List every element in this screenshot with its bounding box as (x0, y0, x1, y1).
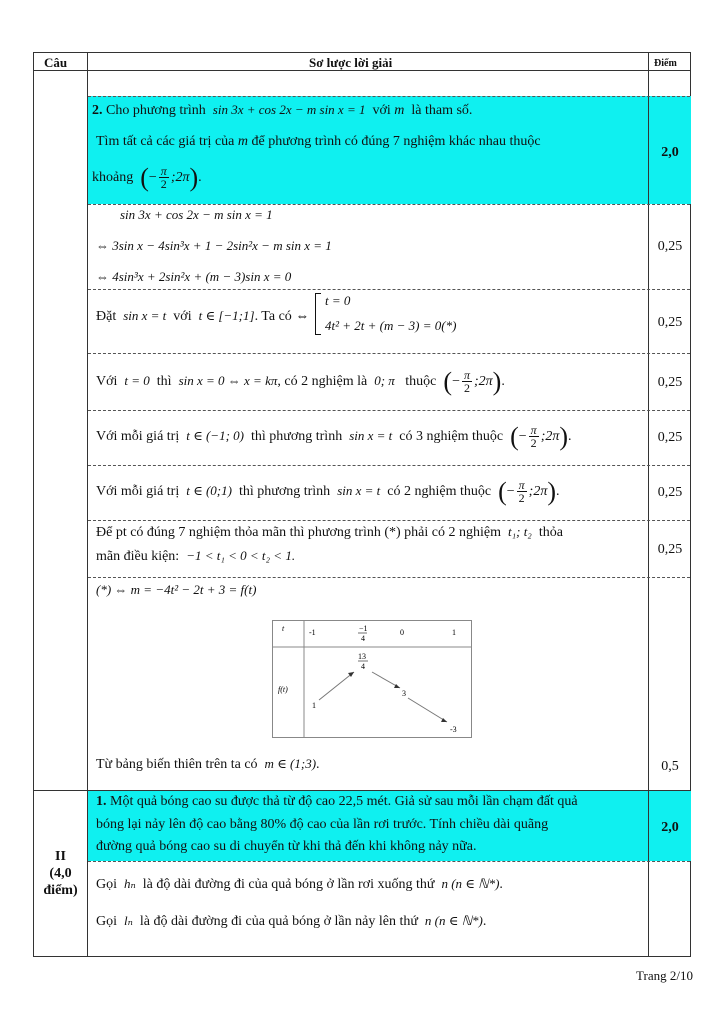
step5-text-c: có 2 nghiệm thuộc (387, 484, 492, 499)
g2-dot: . (482, 914, 487, 929)
step3-text-d: thuộc (405, 374, 437, 389)
g1-var: hₙ (124, 876, 136, 891)
step6-l1-eq: t₁; t₂ (507, 524, 532, 539)
step6-l1-tail: thỏa (538, 525, 563, 540)
step3-eq-a: t = 0 (124, 373, 150, 388)
t-label: t (282, 624, 285, 633)
row-divider (88, 410, 690, 411)
header-divider (34, 70, 690, 71)
step2-bracket (315, 293, 321, 335)
g2-var: lₙ (124, 913, 133, 928)
step2-score: 0,25 (657, 315, 683, 330)
step7-conclusion-eq: m ∈ (1;3) (264, 756, 317, 771)
step6-line2 (96, 547, 295, 566)
step2-text-a: Đặt (96, 309, 117, 324)
x-val-neg-quarter-num: −1 (359, 624, 368, 633)
step2-case1: t = 0 (325, 293, 351, 308)
step7-conclusion (96, 755, 320, 774)
q2-line1 (92, 101, 472, 120)
step6-line1 (96, 523, 563, 542)
step4-eq-a: t ∈ (−1; 0) (186, 428, 244, 443)
g1-a: Gọi (96, 877, 117, 892)
section2-q1-line3: đường quả bóng cao su di chuyển từ khi thả đến khi không nảy nữa. (96, 839, 477, 854)
q2-line2-b: để phương trình có đúng 7 nghiệm khác nhau thuộc (251, 134, 541, 149)
g1-b: là độ dài đường đi của quả bóng ở lần rơi xuống thứ (142, 877, 435, 892)
step6-l1: Để pt có đúng 7 nghiệm thỏa mãn thì phương trình (*) phải có 2 nghiệm (96, 525, 501, 540)
q2-interval-tail: ;2π (170, 170, 190, 185)
step2-case2: 4t² + 2t + (m − 3) = 0(*) (325, 318, 457, 333)
step4-text-c: có 3 nghiệm thuộc (399, 429, 504, 444)
step3-eq-c: 0; π (374, 373, 395, 388)
f-label: f(t) (278, 685, 288, 694)
step6-l2: mãn điều kiện: (96, 549, 180, 564)
step3-text-b: thì (156, 374, 172, 389)
q2-score: 2,0 (661, 145, 679, 160)
row-divider (88, 204, 690, 205)
f-val-3: 3 (402, 689, 406, 698)
header-solution: Sơ lược lời giải (309, 55, 393, 70)
q2-number: 2. (92, 103, 103, 118)
step2-text-b: với (173, 309, 192, 324)
step5-score: 0,25 (657, 485, 683, 500)
q2-equation: sin 3x + cos 2x − m sin x = 1 (212, 102, 366, 117)
step4-text-a: Với mỗi giá trị (96, 429, 180, 444)
x-val-one: 1 (452, 628, 456, 637)
step7-conclusion-text: Từ bảng biến thiên trên ta có (96, 757, 258, 772)
q2-line2-m: m (237, 134, 248, 149)
g2-a: Gọi (96, 914, 117, 929)
section2-def-ln (96, 906, 486, 936)
step1-score: 0,25 (657, 239, 683, 254)
x-val-neg-quarter-den: 4 (361, 634, 365, 643)
q2-line3-text: khoảng (92, 170, 134, 185)
f-val-4: 4 (361, 662, 365, 671)
step5-line: Với mỗi giá trị t ∈ (0;1) thì phương trình sin x = t có 2 nghiệm thuộc (− $\frac{\pi}{2}$ ;2π). (96, 476, 560, 506)
section-divider (34, 790, 690, 791)
step5-text-a: Với mỗi giá trị (96, 484, 180, 499)
row-divider (88, 577, 690, 578)
header-score: Điểm (654, 58, 677, 69)
q2-with: với (372, 103, 391, 118)
solution-table (33, 52, 691, 957)
step4-eq-b: sin x = t (349, 428, 393, 443)
step6-l2-eq: −1 < t₁ < 0 < t₂ < 1. (186, 548, 296, 563)
section2-points2: điểm) (43, 883, 78, 898)
step7-conclusion-end: . (316, 757, 320, 772)
row-divider (88, 861, 690, 862)
step7-eq: (*) ⇔ m = −4t² − 2t + 3 = f(t) (96, 582, 257, 597)
step4-line: Với mỗi giá trị t ∈ (−1; 0) thì phương trình sin x = t có 3 nghiệm thuộc (− $\frac{\pi}{2}$ ;2π). (96, 421, 572, 451)
g1-eq: n (n ∈ ℕ*) (441, 876, 500, 891)
step3-text-c: , có 2 nghiệm là (277, 374, 368, 389)
header-cau: Câu (44, 55, 68, 70)
step2-line (96, 307, 309, 326)
section2-points: (4,0 (49, 866, 72, 881)
row-divider (88, 96, 690, 97)
step3-score: 0,25 (657, 375, 683, 390)
f-val-13: 13 (358, 652, 366, 661)
g2-eq: n (n ∈ ℕ*) (424, 913, 483, 928)
section2-q1-number: 1. (96, 794, 107, 809)
q2-intro: Cho phương trình (106, 103, 206, 118)
x-val-neg1: -1 (309, 628, 316, 637)
page-number: Trang 2/10 (636, 968, 693, 983)
q2-fraction: $\frac{\pi}{2}$ (160, 164, 167, 192)
q2-line2-a: Tìm tất cả các giá trị của (96, 134, 235, 149)
g2-b: là độ dài đường đi của quả bóng ở lần nảy lên thứ (139, 914, 418, 929)
q2-m: m (394, 103, 405, 118)
g1-dot: . (499, 877, 503, 892)
step7-score: 0,5 (661, 759, 679, 774)
section2-q1-line2: bóng lại nảy lên độ cao bằng 80% độ cao của lần rơi trước. Tính chiều dài quãng (96, 817, 549, 832)
section2-q1-score: 2,0 (661, 820, 679, 835)
row-divider (88, 465, 690, 466)
step2-eq-b: t ∈ [−1;1] (198, 308, 255, 323)
step4-text-b: thì phương trình (250, 429, 343, 444)
row-divider (88, 353, 690, 354)
q2-line2 (96, 133, 541, 151)
q2-line3: khoảng (− $\frac{\pi}{2}$ ;2π). (92, 162, 202, 192)
section2-q1-l1: Một quả bóng cao su được thả từ độ cao 22,5 mét. Giả sử sau mỗi lần chạm đất quả (110, 794, 578, 809)
step1-line3: ⇔ 4sin³x + 2sin²x + (m − 3)sin x = 0 (96, 269, 292, 284)
variation-table (272, 620, 472, 738)
section2-label: II (55, 849, 66, 864)
step3-eq-b: sin x = 0 ⇔ x = kπ (178, 373, 278, 388)
step2-eq-a: sin x = t (123, 308, 167, 323)
section2-def-hn (96, 869, 503, 899)
section2-q1-line1 (96, 793, 578, 811)
step3-text-a: Với (96, 374, 118, 389)
step5-eq-b: sin x = t (337, 483, 381, 498)
step5-text-b: thì phương trình (238, 484, 331, 499)
step3-line: Với t = 0 thì sin x = 0 ⇔ x = kπ, có 2 nghiệm là 0; π thuộc (− $\frac{\pi}{2}$ ;2π). (96, 366, 505, 396)
step1-line2: ⇔ 3sin x − 4sin³x + 1 − 2sin²x − m sin x = 1 (96, 238, 332, 253)
row-divider (88, 289, 690, 290)
row-divider (88, 520, 690, 521)
q2-param: là tham số. (411, 103, 473, 118)
step1-line1: sin 3x + cos 2x − m sin x = 1 (120, 207, 273, 222)
step2-text-c: . Ta có ⇔ (254, 309, 310, 324)
f-val-neg3: -3 (450, 725, 457, 734)
step6-score: 0,25 (657, 542, 683, 557)
step4-score: 0,25 (657, 430, 683, 445)
step5-eq-a: t ∈ (0;1) (186, 483, 232, 498)
f-val-1: 1 (312, 701, 316, 710)
x-val-zero: 0 (400, 628, 404, 637)
